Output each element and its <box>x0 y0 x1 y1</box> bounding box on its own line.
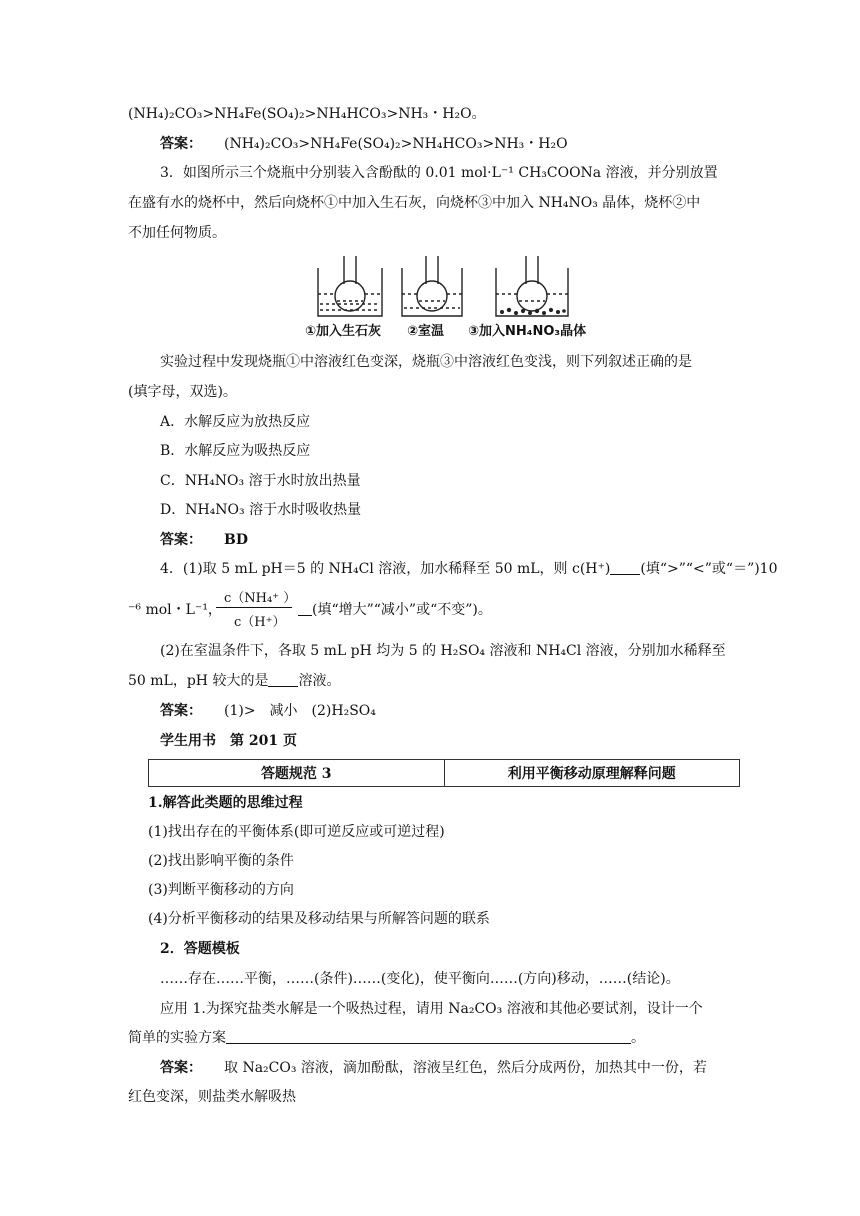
application-line-b-end: 。 <box>631 1030 645 1046</box>
q4-line-d-part2: 溶液。 <box>298 673 341 689</box>
option-a: A．水解反应为放热反应 <box>160 414 311 430</box>
fraction-denominator: c（H⁺） <box>234 615 286 630</box>
answer-1-text: (NH₄)₂CO₃>NH₄Fe(SO₄)₂>NH₄HCO₃>NH₃・H₂O <box>224 136 568 152</box>
answer-3-text: BD <box>224 532 248 548</box>
q4-line-d-part1: 50 mL，pH 较大的是 <box>128 673 269 689</box>
q4-line-d <box>128 671 340 691</box>
answer-template: ……存在……平衡，……(条件)……(变化)，使平衡向……(方向)移动，……(结论)。 <box>160 971 680 987</box>
application-line-b <box>128 1028 645 1048</box>
figure-caption-1: ①加入生石灰 <box>305 324 382 339</box>
answer-blank-1 <box>610 560 640 575</box>
q3-line-d: 实验过程中发现烧瓶①中溶液红色变深，烧瓶③中溶液红色变浅，则下列叙述正确的是 <box>160 354 692 370</box>
answer-1 <box>160 134 568 154</box>
application-line-a: 应用 1.为探究盐类水解是一个吸热过程，请用 Na₂CO₃ 溶液和其他必要试剂，设计一个 <box>160 1001 703 1017</box>
answer-4-text: (1)> 减小 (2)H₂SO₄ <box>224 703 376 719</box>
answer-app-line-b: 红色变深，则盐类水解吸热 <box>128 1089 296 1105</box>
q4-line-c: (2)在室温条件下，各取 5 mL pH 均为 5 的 H₂SO₄ 溶液和 NH₄Cl 溶液，分别加水稀释至 <box>160 643 726 659</box>
figure-caption-3: ③加入NH₄NO₃晶体 <box>468 324 587 339</box>
step-3: (3)判断平衡移动的方向 <box>148 882 294 898</box>
answer-blank-3 <box>268 672 298 687</box>
answer-blank-4 <box>226 1029 631 1044</box>
fraction-numerator: c（NH₄⁺ ） <box>224 591 297 606</box>
answer-app <box>160 1058 707 1078</box>
option-d: D．NH₄NO₃ 溶于水时吸收热量 <box>160 502 362 518</box>
section-heading-2: 2．答题模板 <box>160 941 240 957</box>
q4-line-b1: ⁻⁶ mol・L⁻¹， <box>128 602 222 618</box>
figure-caption-2: ②室温 <box>407 324 445 339</box>
fraction-bar <box>216 607 292 608</box>
q4-line-b2-text: (填“增大”“减小”或“不变”)。 <box>312 602 492 618</box>
answer-4 <box>160 701 376 721</box>
fraction-nh4-h <box>216 585 296 631</box>
q4-line-a <box>160 559 778 579</box>
answer-label: 答案： <box>160 136 202 152</box>
spec-table-left: 答题规范 3 <box>149 760 445 787</box>
q4-line-a-part2: (填“>”“<”或“＝”)10 <box>640 561 778 577</box>
q4-line-a-part1: 4．(1)取 5 mL pH＝5 的 NH₄Cl 溶液，加水稀释至 50 mL，则 c(H⁺) <box>160 561 611 577</box>
q4-line-b2 <box>298 600 492 620</box>
student-book-ref: 学生用书 第 201 页 <box>160 733 297 749</box>
text-line-1: (NH₄)₂CO₃>NH₄Fe(SO₄)₂>NH₄HCO₃>NH₃・H₂O。 <box>128 106 486 122</box>
spec-table-right: 利用平衡移动原理解释问题 <box>444 760 740 787</box>
step-1: (1)找出存在的平衡体系(即可逆反应或可逆过程) <box>148 824 445 840</box>
step-2: (2)找出影响平衡的条件 <box>148 853 294 869</box>
answer-label: 答案： <box>160 703 202 719</box>
q3-line-a: 3．如图所示三个烧瓶中分别装入含酚酞的 0.01 mol·L⁻¹ CH₃COONa 溶液，并分别放置 <box>160 165 718 181</box>
section-heading-1: 1.解答此类题的思维过程 <box>148 795 303 811</box>
answer-blank-2 <box>298 601 312 616</box>
beakers-drawing <box>306 254 596 324</box>
answer-label: 答案： <box>160 1060 202 1076</box>
q3-line-e: (填字母，双选)。 <box>128 384 237 400</box>
answer-spec-table <box>148 759 740 787</box>
option-c: C．NH₄NO₃ 溶于水时放出热量 <box>160 473 361 489</box>
application-line-b-text: 简单的实验方案 <box>128 1030 226 1046</box>
answer-3 <box>160 530 248 550</box>
answer-app-text: 取 Na₂CO₃ 溶液，滴加酚酞，溶液呈红色，然后分成两份，加热其中一份，若 <box>224 1060 707 1076</box>
step-4: (4)分析平衡移动的结果及移动结果与所解答问题的联系 <box>148 911 490 927</box>
q3-line-c: 不加任何物质。 <box>128 225 226 241</box>
q3-line-b: 在盛有水的烧杯中，然后向烧杯①中加入生石灰，向烧杯③中加入 NH₄NO₃ 晶体，烧杯②中 <box>128 195 701 211</box>
option-b: B．水解反应为吸热反应 <box>160 443 311 459</box>
answer-label: 答案： <box>160 532 202 548</box>
